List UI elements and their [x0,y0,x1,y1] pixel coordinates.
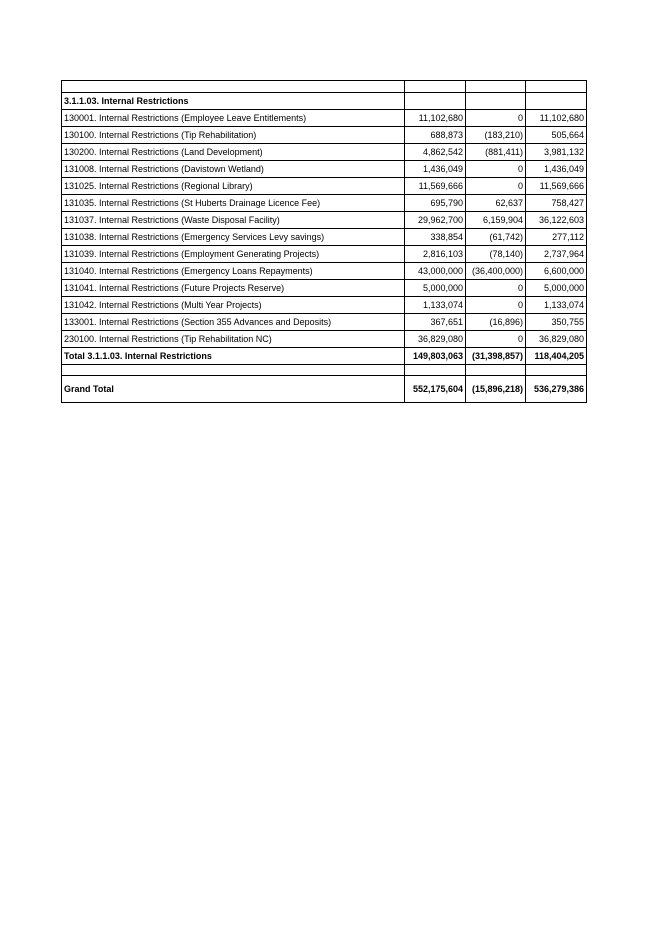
grand-total-label: Grand Total [62,376,405,403]
row-label: 131008. Internal Restrictions (Davistown Wetland) [62,161,405,178]
movement: 0 [466,110,526,127]
row-label: 133001. Internal Restrictions (Section 355 Advances and Deposits) [62,314,405,331]
closing-balance: 36,829,080 [526,331,587,348]
table-row [62,280,587,297]
opening-balance: 2,816,103 [405,246,466,263]
row-label: 131038. Internal Restrictions (Emergency Services Levy savings) [62,229,405,246]
opening-balance: 688,873 [405,127,466,144]
closing-balance: 505,664 [526,127,587,144]
movement: (16,896) [466,314,526,331]
movement: 0 [466,280,526,297]
movement: 0 [466,161,526,178]
closing-balance: 3,981,132 [526,144,587,161]
movement: (881,411) [466,144,526,161]
opening-balance: 367,651 [405,314,466,331]
movement: 0 [466,331,526,348]
opening-balance: 11,569,666 [405,178,466,195]
table-row [62,297,587,314]
header-blank-row [62,81,587,93]
row-label: 131025. Internal Restrictions (Regional Library) [62,178,405,195]
opening-balance: 695,790 [405,195,466,212]
total-closing: 118,404,205 [526,348,587,365]
movement: 0 [466,297,526,314]
opening-balance: 1,133,074 [405,297,466,314]
movement: 6,159,904 [466,212,526,229]
table-row [62,110,587,127]
movement: (61,742) [466,229,526,246]
total-movement: (31,398,857) [466,348,526,365]
grand-total-row [62,376,587,403]
table-row [62,229,587,246]
opening-balance: 5,000,000 [405,280,466,297]
movement: 62,637 [466,195,526,212]
table-row [62,212,587,229]
row-label: 131041. Internal Restrictions (Future Projects Reserve) [62,280,405,297]
closing-balance: 277,112 [526,229,587,246]
movement: (183,210) [466,127,526,144]
closing-balance: 6,600,000 [526,263,587,280]
row-label: 131040. Internal Restrictions (Emergency Loans Repayments) [62,263,405,280]
row-label: 130200. Internal Restrictions (Land Development) [62,144,405,161]
grand-total-opening: 552,175,604 [405,376,466,403]
row-label: 131035. Internal Restrictions (St Huberts Drainage Licence Fee) [62,195,405,212]
closing-balance: 350,755 [526,314,587,331]
movement: (78,140) [466,246,526,263]
closing-balance: 1,133,074 [526,297,587,314]
table-row [62,314,587,331]
table-row [62,195,587,212]
table-row [62,331,587,348]
opening-balance: 29,962,700 [405,212,466,229]
section-title: 3.1.1.03. Internal Restrictions [62,93,405,110]
grand-total-movement: (15,896,218) [466,376,526,403]
internal-restrictions-table [61,80,587,403]
closing-balance: 36,122,603 [526,212,587,229]
closing-balance: 11,569,666 [526,178,587,195]
row-label: 131037. Internal Restrictions (Waste Disposal Facility) [62,212,405,229]
closing-balance: 11,102,680 [526,110,587,127]
opening-balance: 43,000,000 [405,263,466,280]
opening-balance: 11,102,680 [405,110,466,127]
opening-balance: 36,829,080 [405,331,466,348]
total-row [62,348,587,365]
grand-total-closing: 536,279,386 [526,376,587,403]
table-row [62,263,587,280]
movement: 0 [466,178,526,195]
row-label: 130001. Internal Restrictions (Employee Leave Entitlements) [62,110,405,127]
total-opening: 149,803,063 [405,348,466,365]
spacer-row [62,365,587,376]
opening-balance: 1,436,049 [405,161,466,178]
closing-balance: 758,427 [526,195,587,212]
opening-balance: 338,854 [405,229,466,246]
row-label: 130100. Internal Restrictions (Tip Rehabilitation) [62,127,405,144]
movement: (36,400,000) [466,263,526,280]
table-row [62,246,587,263]
closing-balance: 2,737,964 [526,246,587,263]
section-heading-row [62,93,587,110]
table-row [62,144,587,161]
opening-balance: 4,862,542 [405,144,466,161]
closing-balance: 5,000,000 [526,280,587,297]
table-row [62,161,587,178]
row-label: 230100. Internal Restrictions (Tip Rehabilitation NC) [62,331,405,348]
table-row [62,178,587,195]
closing-balance: 1,436,049 [526,161,587,178]
row-label: 131039. Internal Restrictions (Employment Generating Projects) [62,246,405,263]
table-row [62,127,587,144]
total-label: Total 3.1.1.03. Internal Restrictions [62,348,405,365]
row-label: 131042. Internal Restrictions (Multi Year Projects) [62,297,405,314]
